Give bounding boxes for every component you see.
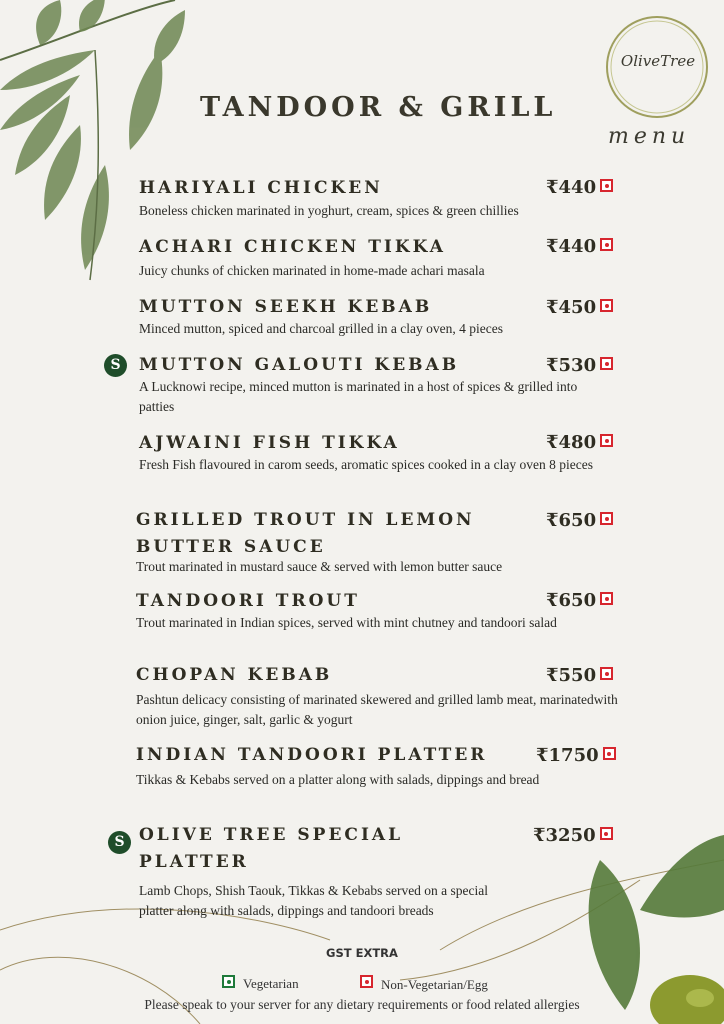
legend-vegetarian: Vegetarian [222,975,299,992]
nonveg-mark-icon [600,299,613,312]
item-price: ₹650 [546,510,613,531]
nonveg-mark-icon [360,975,373,988]
allergy-note: Please speak to your server for any dietary requirements or food related allergies [144,997,580,1012]
special-s-icon: S [108,831,131,854]
item-name: HARIYALI CHICKEN [139,178,383,198]
item-name: GRILLED TROUT IN LEMON BUTTER SAUCE [136,510,475,557]
item-description: Minced mutton, spiced and charcoal grilled in a clay oven, 4 pieces [139,321,503,336]
item-price: ₹480 [546,432,613,453]
item-name: AJWAINI FISH TIKKA [139,433,400,453]
item-price: ₹650 [546,590,613,611]
item-description: Juicy chunks of chicken marinated in home-made achari masala [139,263,485,278]
item-description: Lamb Chops, Shish Taouk, Tikkas & Kebabs served on a special platter along with salads, dippings and tandoori breads [139,883,489,918]
veg-mark-icon [222,975,235,988]
item-price: ₹3250 [533,825,613,846]
nonveg-mark-icon [600,592,613,605]
nonveg-mark-icon [600,179,613,192]
item-description: Tikkas & Kebabs served on a platter along with salads, dippings and bread [136,772,540,787]
item-description: Pashtun delicacy consisting of marinated skewered and grilled lamb meat, marinatedwith onion juice, ginger, salt, garlic & yogurt [136,692,618,727]
nonveg-mark-icon [600,238,613,251]
item-price: ₹530 [546,355,613,376]
item-name: MUTTON SEEKH KEBAB [139,297,433,317]
nonveg-mark-icon [600,357,613,370]
item-name: ACHARI CHICKEN TIKKA [139,237,446,257]
item-name: MUTTON GALOUTI KEBAB [139,355,460,375]
item-name: OLIVE TREE SPECIAL PLATTER [139,825,404,872]
item-description: A Lucknowi recipe, minced mutton is marinated in a host of spices & grilled into patties [139,379,578,414]
nonveg-mark-icon [600,827,613,840]
item-description: Trout marinated in mustard sauce & served with lemon butter sauce [136,559,503,574]
logo-text: OliveTree [620,52,696,70]
item-description: Fresh Fish flavoured in carom seeds, aromatic spices cooked in a clay oven 8 pieces [139,457,593,472]
item-name: CHOPAN KEBAB [136,665,333,685]
page-title: TANDOOR & GRILL [200,92,557,123]
nonveg-mark-icon [600,512,613,525]
nonveg-mark-icon [600,667,613,680]
nonveg-mark-icon [600,434,613,447]
item-price: ₹550 [546,665,613,686]
menu-item [139,234,519,261]
item-name: TANDOORI TROUT [136,591,360,611]
item-price: ₹1750 [536,745,616,766]
legend-non-vegetarian: Non-Vegetarian/Egg [360,975,488,993]
item-price: ₹440 [546,236,613,257]
menu-item [136,662,516,689]
gst-note: GST EXTRA [326,946,398,960]
menu-item [136,742,526,769]
menu-item [136,507,496,561]
item-price: ₹440 [546,177,613,198]
item-description: Boneless chicken marinated in yoghurt, cream, spices & green chillies [139,203,519,218]
menu-item [139,822,439,876]
item-price: ₹450 [546,297,613,318]
special-s-icon: S [104,354,127,377]
item-name: INDIAN TANDOORI PLATTER [136,745,488,765]
item-description: Trout marinated in Indian spices, served with mint chutney and tandoori salad [136,615,557,630]
nonveg-mark-icon [603,747,616,760]
menu-label: menu [608,124,691,149]
